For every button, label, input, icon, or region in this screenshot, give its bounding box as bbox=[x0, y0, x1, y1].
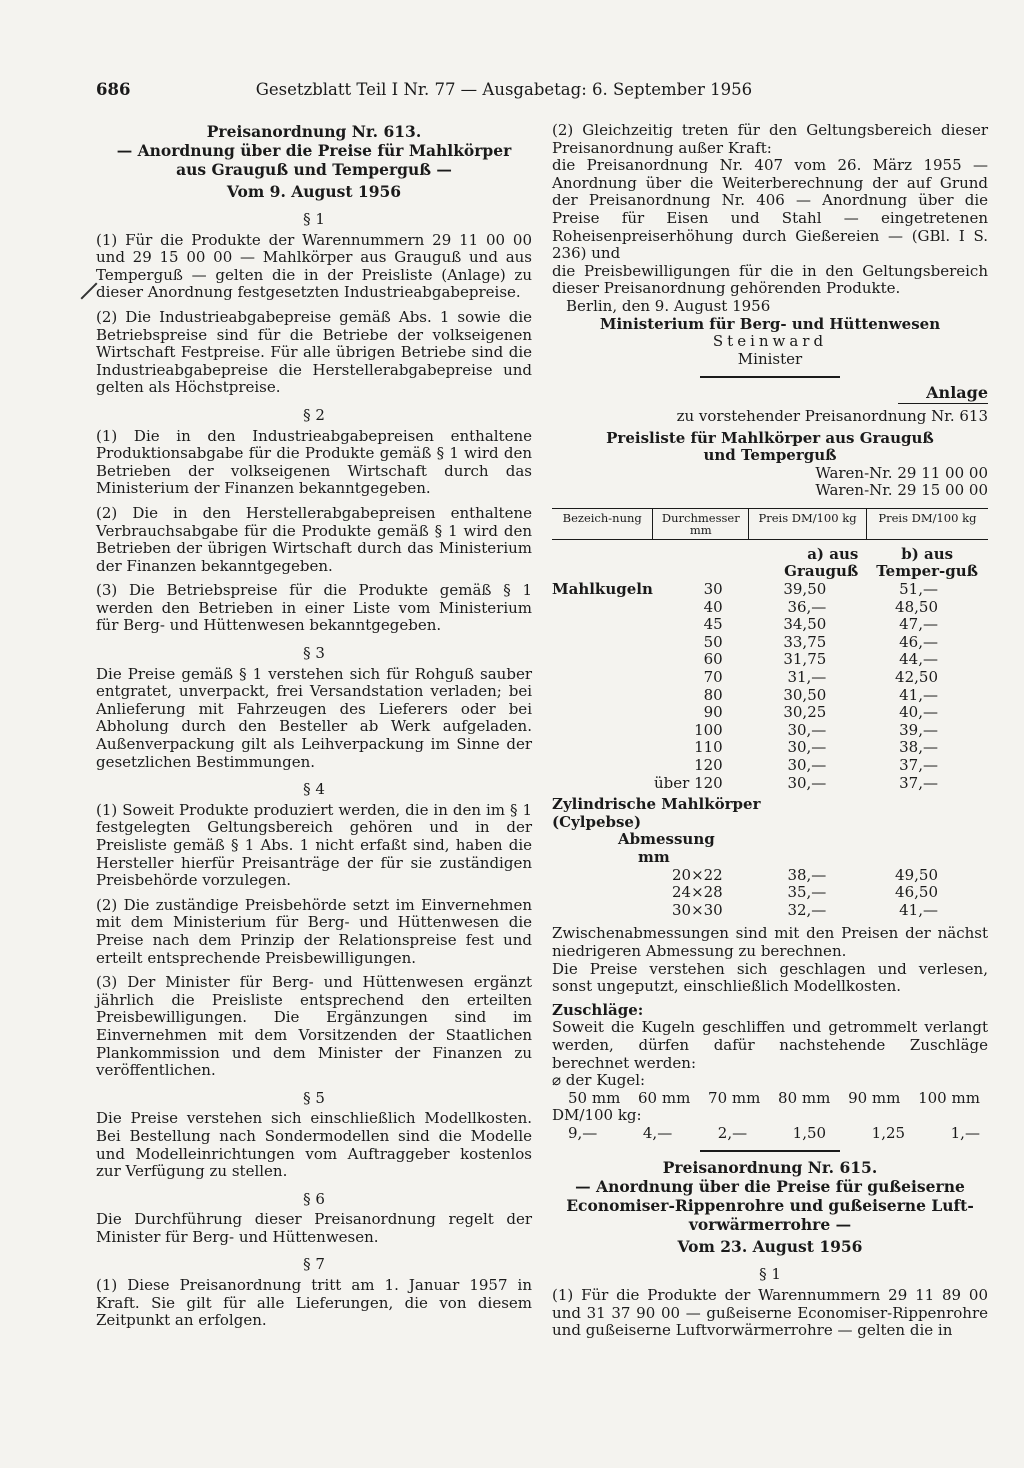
price-grauguss-cell: 36,— bbox=[787, 597, 827, 616]
ball-size: 70 mm bbox=[708, 1088, 761, 1107]
anlage-title: Anlage bbox=[926, 383, 988, 403]
price-temperguss-cell: 46,— bbox=[899, 632, 938, 651]
price-grauguss-cell: 35,— bbox=[787, 883, 827, 902]
header-text: Gesetzblatt Teil I Nr. 77 — Ausgabetag: 6. September 1956 bbox=[255, 80, 753, 99]
price-temperguss-cell: 41,— bbox=[899, 900, 938, 919]
row-label-cell bbox=[552, 599, 653, 617]
group-2-label: Zylindrische Mahlkörper bbox=[552, 795, 761, 814]
section-7-heading: § 7 bbox=[303, 1255, 325, 1274]
left-column bbox=[96, 122, 532, 1330]
row-label-cell bbox=[552, 775, 653, 793]
col-header-price-b: Preis DM/100 kg bbox=[866, 508, 988, 539]
diameter-cell: 70 bbox=[703, 668, 723, 687]
section-7-para-1: (1) Diese Preisanordnung tritt am 1. Januar 1957 in Kraft. Sie gilt für alle Lieferungen, die von diesem Zeitpunkt an erfolgen. bbox=[96, 1276, 532, 1330]
diameter-cell: 80 bbox=[703, 685, 723, 704]
table-header-row bbox=[552, 508, 988, 539]
right-column bbox=[552, 122, 988, 1340]
repealed-ordinance-407: die Preisanordnung Nr. 407 vom 26. März 1955 — Anordnung über die Weiterberechnung der auf Grund der Preisanordnung Nr. 406 — Anordnung über die Preise für Eisen und Stahl — eingetretenen Roheisenpreiserhöhung durch Gießereien — (GBl. I S. 236) und bbox=[552, 156, 988, 263]
price-grauguss-cell: 30,— bbox=[787, 720, 827, 739]
section-3-heading: § 3 bbox=[303, 644, 325, 663]
surcharges-title: Zuschläge: bbox=[552, 1000, 644, 1019]
table-row bbox=[552, 616, 988, 634]
row-label-cell bbox=[552, 884, 653, 902]
section-3-para-1: Die Preise gemäß § 1 verstehen sich für Rohguß sauber entgratet, unverpackt, frei Versandstation verladen; bei Anlieferung mit Fahrzeugen des Lieferers oder bei Abholung durch den Besteller ab Werk aufgeladen. Außenverpackung gilt als Leihverpackung im Sinne der gesetzlichen Bestimmungen. bbox=[96, 664, 532, 771]
goods-number-1: Waren-Nr. 29 11 00 00 bbox=[815, 463, 988, 482]
price-grauguss-cell: 38,— bbox=[787, 865, 827, 884]
section-6-para-1: Die Durchführung dieser Preisanordnung regelt der Minister für Berg- und Hüttenwesen. bbox=[96, 1210, 532, 1246]
ordinance-613-subtitle-2: aus Grauguß und Temperguß — bbox=[176, 160, 452, 179]
price-grauguss-cell: 30,50 bbox=[783, 685, 827, 704]
row-label-cell bbox=[552, 757, 653, 775]
table-row bbox=[552, 704, 988, 722]
goods-number-2: Waren-Nr. 29 15 00 00 bbox=[815, 481, 988, 500]
row-label-cell bbox=[552, 902, 653, 920]
ordinance-615-subtitle-1: — Anordnung über die Preise für gußeiserne bbox=[575, 1177, 965, 1197]
section-2-para-2: (2) Die in den Herstellerabgabepreisen enthaltene Verbrauchsabgabe für die Produkte gemäß § 1 wird den Betrieben der übrigen Wirtschaft durch das Ministerium der Finanzen bekanntgegeben. bbox=[96, 503, 532, 575]
ministry-name: Ministerium für Berg- und Hüttenwesen bbox=[599, 314, 941, 333]
diameter-cell: 110 bbox=[694, 738, 723, 757]
row-label-cell bbox=[552, 616, 653, 634]
surcharge-value: 1,50 bbox=[792, 1123, 827, 1142]
ball-size: 60 mm bbox=[638, 1088, 691, 1107]
price-temperguss-cell: 51,— bbox=[899, 580, 938, 599]
row-label-cell bbox=[552, 739, 653, 757]
page-header bbox=[96, 80, 796, 99]
divider bbox=[700, 376, 840, 378]
table-row bbox=[552, 581, 988, 599]
diameter-cell: 90 bbox=[703, 703, 723, 722]
diameter-cell: 30 bbox=[703, 580, 723, 599]
anlage-underline bbox=[898, 403, 988, 404]
table-row bbox=[552, 669, 988, 687]
table-subheader-row bbox=[552, 539, 988, 581]
section-6-heading: § 6 bbox=[303, 1189, 325, 1208]
section-1-para-1: (1) Für die Produkte der Warennummern 29 11 00 00 und 29 15 00 00 — Mahlkörper aus Grauguß und aus Temperguß — gelten die in der Preisliste (Anlage) zu dieser Anordnung festgesetzten Industrieabgabepreise. bbox=[96, 230, 532, 302]
signer-role: Minister bbox=[737, 349, 803, 368]
ordinance-615-section-1-heading: § 1 bbox=[759, 1265, 781, 1284]
section-5-heading: § 5 bbox=[303, 1088, 325, 1107]
table-row bbox=[552, 634, 988, 652]
note-prices: Die Preise verstehen sich geschlagen und verlesen, sonst ungeputzt, einschließlich Modellkosten. bbox=[552, 959, 988, 996]
price-temperguss-cell: 44,— bbox=[899, 650, 938, 669]
subheader-grauguss: a) aus Grauguß bbox=[784, 544, 859, 581]
table-row bbox=[552, 775, 988, 793]
table-row bbox=[552, 884, 988, 902]
table-row bbox=[552, 651, 988, 669]
diameter-cell: 30×30 bbox=[671, 900, 723, 919]
surcharge-values-row bbox=[552, 1125, 988, 1143]
ball-size: 90 mm bbox=[848, 1088, 901, 1107]
ordinance-615-title: Preisanordnung Nr. 615. bbox=[662, 1158, 878, 1178]
price-grauguss-cell: 39,50 bbox=[783, 580, 827, 599]
surcharges-text: Soweit die Kugeln geschliffen und getrommelt verlangt werden, dürfen dafür nachstehende Zuschläge berechnet werden: bbox=[552, 1018, 988, 1072]
price-grauguss-cell: 33,75 bbox=[783, 632, 827, 651]
price-grauguss-cell: 31,75 bbox=[783, 650, 827, 669]
diameter-cell: 60 bbox=[703, 650, 723, 669]
section-1-heading: § 1 bbox=[303, 210, 325, 228]
surcharge-value: 1,25 bbox=[871, 1123, 906, 1142]
row-label-cell bbox=[552, 722, 653, 740]
diameter-cell: 20×22 bbox=[671, 865, 723, 884]
section-4-para-3: (3) Der Minister für Berg- und Hüttenwesen ergänzt jährlich die Preisliste entsprechend den erteilten Preisbewilligungen. Die Ergänzungen sind im Einvernehmen mit dem Vorsitzenden der Staatlichen Plankommission und dem Minister der Finanzen zu veröffentlichen. bbox=[96, 973, 532, 1080]
price-list-title-2: und Temperguß bbox=[703, 446, 837, 465]
price-grauguss-cell: 30,— bbox=[787, 756, 827, 774]
table-row bbox=[552, 739, 988, 757]
section-4-para-1: (1) Soweit Produkte produziert werden, die in den im § 1 festgelegten Geltungsbereich gehören und in der Preisliste gemäß § 1 Abs. 1 nicht erfaßt sind, haben die Hersteller hierfür Preisanträge der für sie zuständigen Preisbehörde vorzulegen. bbox=[96, 800, 532, 890]
surcharge-value: 2,— bbox=[717, 1123, 748, 1142]
repealed-price-approvals: die Preisbewilligungen für die in den Geltungsbereich dieser Preisanordnung gehörenden Produkte. bbox=[552, 261, 988, 298]
price-grauguss-cell: 32,— bbox=[787, 900, 827, 919]
table-row bbox=[552, 902, 988, 920]
table-row bbox=[552, 599, 988, 617]
diameter-cell: über 120 bbox=[654, 773, 723, 792]
price-temperguss-cell: 41,— bbox=[899, 685, 938, 704]
abmessung-row bbox=[552, 831, 988, 866]
diameter-cell: 24×28 bbox=[671, 883, 723, 902]
ordinance-615-section-1-para-1: (1) Für die Produkte der Warennummern 29 11 89 00 und 31 37 90 00 — gußeiserne Economiser-Rippenrohre und gußeiserne Luftvorwärmerrohre — gelten die in bbox=[552, 1286, 988, 1340]
table-row bbox=[552, 722, 988, 740]
ordinance-613-date: Vom 9. August 1956 bbox=[226, 182, 402, 201]
margin-pencil-mark bbox=[81, 283, 98, 300]
abmessung-label: Abmessung bbox=[618, 830, 715, 849]
ordinance-615-subtitle-2: Economiser-Rippenrohre und gußeiserne Luft- bbox=[566, 1196, 974, 1216]
price-temperguss-cell: 38,— bbox=[899, 738, 938, 757]
row-label-cell: Mahlkugeln bbox=[552, 580, 653, 599]
page-number: 686 bbox=[96, 80, 131, 99]
ball-diameter-label: ⌀ der Kugel: bbox=[552, 1071, 646, 1090]
group-2-row bbox=[552, 792, 988, 831]
diameter-cell: 40 bbox=[703, 597, 723, 616]
price-grauguss-cell: 31,— bbox=[787, 668, 827, 687]
col-header-designation: Bezeich-nung bbox=[552, 508, 653, 539]
row-label-cell bbox=[552, 867, 653, 885]
ordinance-615-date: Vom 23. August 1956 bbox=[677, 1237, 863, 1257]
price-temperguss-cell: 42,50 bbox=[895, 668, 938, 687]
row-label-cell bbox=[552, 687, 653, 705]
subheader-temperguss: b) aus Temper-guß bbox=[876, 544, 979, 581]
ball-size: 100 mm bbox=[918, 1088, 980, 1107]
section-2-heading: § 2 bbox=[303, 405, 325, 424]
diameter-cell: 45 bbox=[703, 615, 723, 634]
diameter-cell: 50 bbox=[703, 632, 723, 651]
row-label-cell bbox=[552, 704, 653, 722]
table-row bbox=[552, 867, 988, 885]
price-grauguss-cell: 30,— bbox=[787, 773, 827, 792]
section-5-para-1: Die Preise verstehen sich einschließlich Modellkosten. Bei Bestellung nach Sondermodellen sind die Modelle und Modelleinrichtungen vom Auftraggeber kostenlos zur Verfügung zu stellen. bbox=[96, 1109, 532, 1181]
diameter-cell: 120 bbox=[694, 756, 723, 774]
section-2-para-1: (1) Die in den Industrieabgabepreisen enthaltene Produktionsabgabe für die Produkte gemäß § 1 wird den Betrieben der volkseigenen Wirtschaft durch das Ministerium der Finanzen bekanntgegeben. bbox=[96, 426, 532, 498]
section-4-heading: § 4 bbox=[303, 780, 325, 799]
section-1-para-2: (2) Die Industrieabgabepreise gemäß Abs. 1 sowie die Betriebspreise sind für die Betriebe der volkseigenen Wirtschaft Festpreise. Für alle übrigen Betriebe sind die Industrieabgabepreise die Herstellerabgabepreise und gelten als Höchstpreise. bbox=[96, 307, 532, 397]
group-2-sublabel: (Cylpebse) bbox=[552, 812, 642, 831]
price-temperguss-cell: 48,50 bbox=[895, 597, 938, 616]
col-header-price-a: Preis DM/100 kg bbox=[749, 508, 867, 539]
price-grauguss-cell: 30,25 bbox=[783, 703, 827, 722]
note-intermediate-sizes: Zwischenabmessungen sind mit den Preisen der nächst niedrigeren Abmessung zu berechnen. bbox=[552, 924, 988, 960]
ball-diameter-row bbox=[552, 1090, 988, 1108]
row-label-cell bbox=[552, 634, 653, 652]
price-temperguss-cell: 49,50 bbox=[895, 865, 938, 884]
price-list-title-1: Preisliste für Mahlkörper aus Grauguß bbox=[606, 428, 934, 447]
price-temperguss-cell: 40,— bbox=[899, 703, 938, 722]
diameter-cell: 100 bbox=[694, 720, 723, 739]
price-grauguss-cell: 34,50 bbox=[783, 615, 827, 634]
section-2-para-3: (3) Die Betriebspreise für die Produkte gemäß § 1 werden den Betrieben in einer Liste vom Ministerium für Berg- und Hüttenwesen bekanntgegeben. bbox=[96, 581, 532, 635]
price-table bbox=[552, 508, 988, 919]
ball-size: 50 mm bbox=[568, 1088, 621, 1107]
surcharge-value: 4,— bbox=[642, 1123, 673, 1142]
price-temperguss-cell: 37,— bbox=[899, 773, 938, 792]
ball-size: 80 mm bbox=[778, 1088, 831, 1107]
surcharge-unit-label: DM/100 kg: bbox=[552, 1106, 642, 1125]
table-row bbox=[552, 757, 988, 775]
table-row bbox=[552, 687, 988, 705]
price-temperguss-cell: 39,— bbox=[899, 720, 938, 739]
surcharge-value: 1,— bbox=[950, 1123, 980, 1142]
price-temperguss-cell: 46,50 bbox=[895, 883, 938, 902]
ordinance-615-subtitle-3: vorwärmerrohre — bbox=[688, 1215, 852, 1235]
divider-2 bbox=[700, 1150, 840, 1152]
price-temperguss-cell: 37,— bbox=[899, 756, 938, 774]
price-temperguss-cell: 47,— bbox=[899, 615, 938, 634]
ordinance-613-title: Preisanordnung Nr. 613. bbox=[206, 122, 422, 141]
anlage-subtitle: zu vorstehender Preisanordnung Nr. 613 bbox=[676, 406, 988, 425]
col-header-diameter: Durchmesser mm bbox=[653, 508, 749, 539]
row-label-cell bbox=[552, 651, 653, 669]
surcharge-value: 9,— bbox=[568, 1123, 598, 1142]
section-4-para-2: (2) Die zuständige Preisbehörde setzt im Einvernehmen mit dem Ministerium für Berg- und Hüttenwesen die Preise nach dem Prinzip der Relationspreise fest und erteilt entsprechende Preisbewilligungen. bbox=[96, 895, 532, 967]
price-grauguss-cell: 30,— bbox=[787, 738, 827, 757]
section-7-para-2: (2) Gleichzeitig treten für den Geltungsbereich dieser Preisanordnung außer Kraft: bbox=[552, 121, 988, 157]
row-label-cell bbox=[552, 669, 653, 687]
ordinance-613-subtitle-1: — Anordnung über die Preise für Mahlkörper bbox=[116, 141, 512, 160]
place-date: Berlin, den 9. August 1956 bbox=[566, 296, 771, 315]
abmessung-unit: mm bbox=[638, 847, 670, 866]
signer-name: Steinward bbox=[712, 332, 828, 351]
